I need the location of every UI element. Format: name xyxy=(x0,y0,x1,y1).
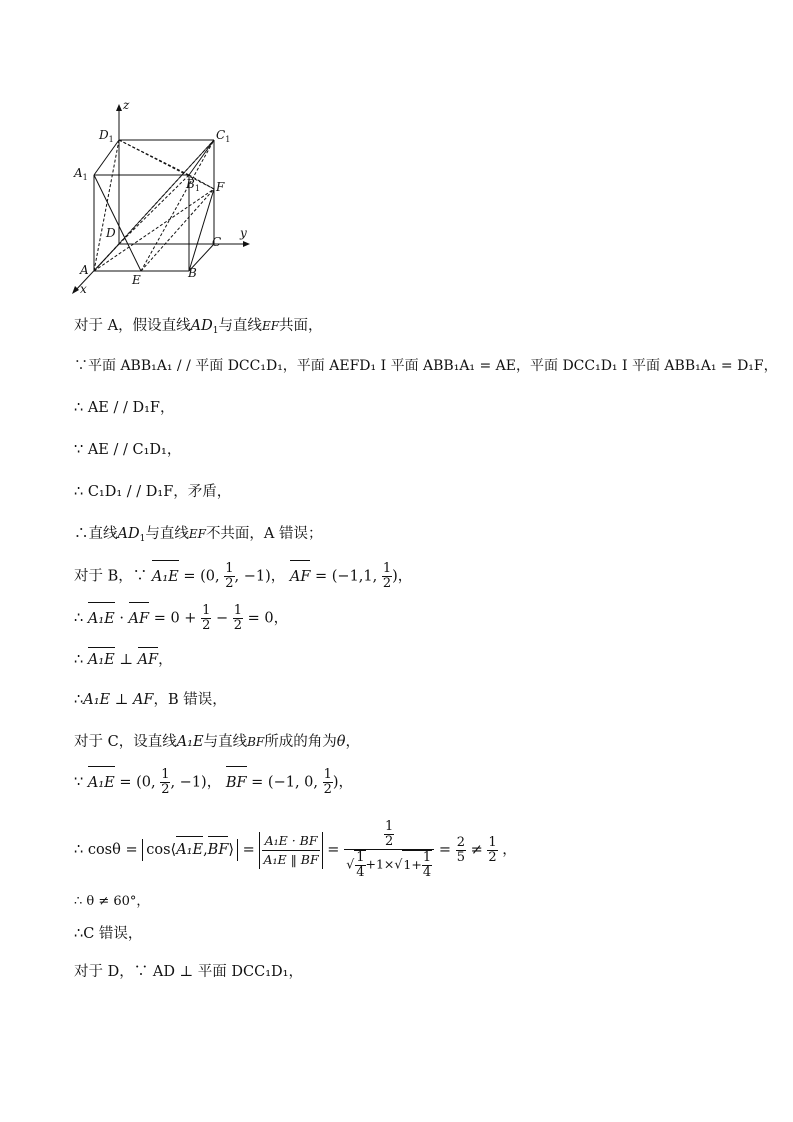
cube-figure xyxy=(66,96,256,296)
line-5: ∴ C₁D₁ / / D₁F，矛盾， xyxy=(74,484,232,500)
line-7: 对于 B，∵ A₁E = (0, $\frac{1}{2}$ , −1)， AF = (−1,1, $\frac{1}{2}$ )， xyxy=(74,561,413,591)
line-11: 对于 C，设直线A₁E与直线BF所成的角为θ， xyxy=(74,734,360,750)
line-8: ∴ A₁E · AF = 0 + $\frac{1}{2}$ − $\frac{1}{2}$ = 0， xyxy=(74,603,289,633)
frac-half: $\frac{1}{2}$ xyxy=(225,561,234,591)
label-z: z xyxy=(123,98,130,112)
line-15: ∴C 错误， xyxy=(74,926,143,942)
line-4: ∵ AE / / C₁D₁， xyxy=(74,442,182,458)
label-e: E xyxy=(132,273,141,287)
label-a: A xyxy=(80,263,89,277)
frac-big: $\frac{1}{2}$ √ $\frac{1}{4}$ +1×√1+ $\frac{1}{4}$ xyxy=(344,820,434,880)
dash-ec1 xyxy=(141,140,214,271)
dash-d1f xyxy=(119,140,214,189)
label-c: C xyxy=(212,235,222,249)
line-14: ∴ θ ≠ 60°， xyxy=(74,894,150,909)
segment-bf xyxy=(189,189,214,271)
frac-half: $\frac{1}{2}$ xyxy=(161,767,170,797)
label-d1: $D_1$ xyxy=(99,128,114,144)
label-a1: $A_1$ xyxy=(74,166,88,182)
line-16: 对于 D，∵ AD ⊥ 平面 DCC₁D₁， xyxy=(74,964,303,980)
frac-quarter: $\frac{1}{4}$ xyxy=(356,850,365,880)
label-x: x xyxy=(80,282,87,296)
frac-two-fifths: $\frac{2}{5}$ xyxy=(456,834,465,865)
frac-quarter: $\frac{1}{4}$ xyxy=(422,850,432,880)
frac-half: $\frac{1}{2}$ xyxy=(382,561,392,591)
frac-dot-over-norm: $\frac{\text{A₁E · BF}}{\text{A₁E ‖ BF}}$ xyxy=(259,832,322,869)
dash-db1 xyxy=(119,175,189,244)
label-f: F xyxy=(216,180,225,194)
label-c1: $C_1$ xyxy=(216,128,231,144)
edge-b1c1 xyxy=(189,140,214,175)
segment-a1e xyxy=(94,175,141,271)
abs-cos: cos⟨A₁E,BF⟩ xyxy=(142,839,238,861)
label-y: y xyxy=(240,226,247,240)
line-1: 对于 A，假设直线$AD_1$与直线EF共面， xyxy=(74,318,323,336)
z-arrow-icon xyxy=(116,104,122,111)
label-b: B xyxy=(188,266,197,280)
y-arrow-icon xyxy=(243,241,250,247)
dash-d1a xyxy=(94,140,119,271)
cube-diagram xyxy=(66,96,256,296)
frac-half: $\frac{1}{2}$ xyxy=(233,603,242,633)
dash-ef xyxy=(141,189,214,271)
label-d: D xyxy=(106,226,116,240)
line-13: ∴ cosθ = cos⟨A₁E,BF⟩ = $\frac{\text{A₁E · BF}}{\text{A₁E ‖ BF}}$ = $\frac{1}{2}$ √ $\frac{1}{4}$ +1×√1+ $\frac{1}{4}$ = $\frac{2}{5}$ ≠ $\frac{1}{2}$ ， xyxy=(74,819,517,880)
frac-half: $\frac{1}{2}$ xyxy=(202,603,211,633)
line-12: ∵ A₁E = (0, $\frac{1}{2}$ , −1)， BF = (−1, 0, $\frac{1}{2}$ )， xyxy=(74,767,354,797)
frac-half: $\frac{1}{2}$ xyxy=(385,819,394,849)
line-3: ∴ AE / / D₁F， xyxy=(74,400,175,416)
line-10: ∴A₁E ⊥ AF，B 错误， xyxy=(74,692,227,708)
line-9: ∴ A₁E ⊥ AF， xyxy=(74,652,173,668)
frac-half: $\frac{1}{2}$ xyxy=(323,767,332,797)
label-b1: $B_1$ xyxy=(186,177,200,193)
frac-half: $\frac{1}{2}$ xyxy=(488,834,497,865)
line-2: ∵平面 ABB₁A₁ / / 平面 DCC₁D₁，平面 AEFD₁ I 平面 ABB₁A₁ = AE，平面 DCC₁D₁ I 平面 ABB₁A₁ = D₁F， xyxy=(74,358,778,374)
line-6: ∴直线$AD_1$与直线EF不共面，A 错误； xyxy=(74,526,323,544)
